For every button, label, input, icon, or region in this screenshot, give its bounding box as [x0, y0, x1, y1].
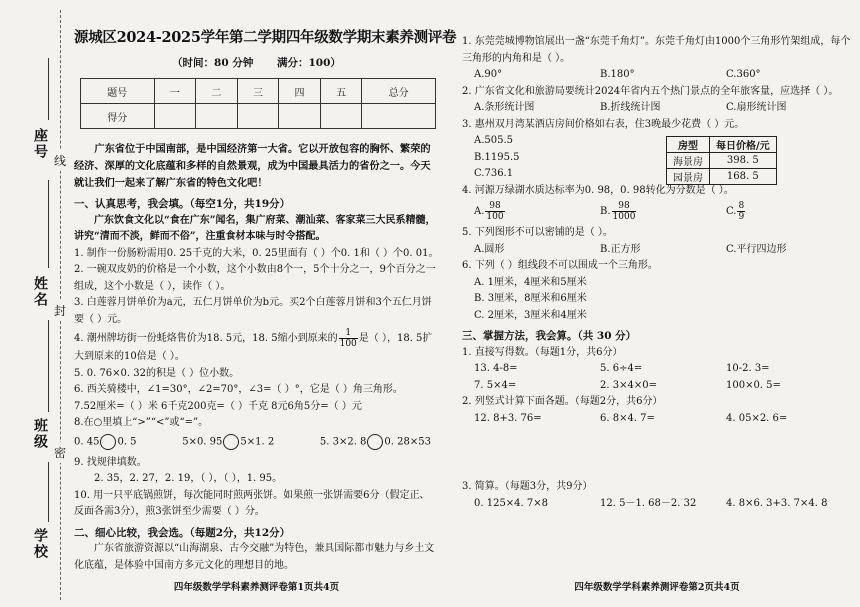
- vertical-calc-item: 12. 8+3. 76=: [474, 412, 542, 424]
- choice-5-options: [462, 242, 852, 259]
- option[interactable]: A.90°: [474, 69, 503, 80]
- score-cell[interactable]: [362, 104, 436, 129]
- compare-left: 5×0. 95: [182, 436, 223, 447]
- calc2-row: [462, 411, 852, 428]
- simplify-calc-item: 12. 5－1. 68－2. 32: [600, 497, 697, 509]
- option[interactable]: [726, 199, 852, 225]
- section1-title: 一、认真思考，我会填。（每空1分，共19分）: [74, 198, 291, 210]
- choice-4-options: [462, 199, 852, 225]
- option[interactable]: A. 1厘米，4厘米和5厘米: [474, 276, 587, 288]
- question-9-sequence: 2. 35，2. 27，2. 19，（ ），（ ），1. 95。: [94, 473, 283, 484]
- score-table-header: [81, 79, 436, 104]
- question-4-text-b: 是（ ），18. 5扩大到原来的10倍是（ ）。: [74, 333, 433, 362]
- price-cell: 园景房: [667, 169, 710, 185]
- price-cell: 168. 5: [710, 169, 777, 185]
- compare-left: 5. 3×2. 8: [319, 436, 367, 447]
- simplify-calc-item: 0. 125×4. 7×8: [474, 497, 549, 509]
- option[interactable]: [474, 199, 600, 225]
- section1-intro: 广东饮食文化以“食在广东”闻名，集广府菜、潮汕菜、客家菜三大民系精髓，讲究“清而不淡，鲜而不俗”，注重食材本味与时令搭配。: [74, 214, 436, 242]
- fraction-numerator: 1: [339, 328, 358, 339]
- option[interactable]: A.圆形: [474, 243, 505, 255]
- question-3: 3. 白莲蓉月饼单价为a元，五仁月饼单价为b元。买2个白莲蓉月饼和3个五仁月饼要（ ）元。: [74, 297, 432, 325]
- simplify-calc-item: 4. 8×6. 3+3. 7×4. 8: [726, 497, 828, 509]
- choice-2-options: [462, 100, 852, 117]
- oral-calc-item: 10-2. 3=: [726, 363, 770, 374]
- price-header-cell: 每日价格/元: [710, 137, 777, 153]
- option[interactable]: C.736.1: [474, 168, 514, 179]
- option-label: A.: [474, 206, 485, 217]
- choice-question-3: 3. 惠州双月湾某酒店房间价格如右表，住3晚最少花费（ ）元。: [462, 118, 745, 130]
- school-label: 学校: [32, 528, 48, 560]
- option[interactable]: B.180°: [600, 69, 635, 80]
- choice-question-2: 2. 广东省文化和旅游局要统计2024年省内五个热门景点的全年旅客量，应选择（ ）。: [462, 85, 839, 97]
- choice-1-options: [462, 67, 852, 84]
- question-2: 2. 一碗双皮奶的价格是一个小数，这个小数由8个一，5个十分之一，9个百分之一组成，这个小数是（ ），读作（ ）。: [74, 264, 436, 292]
- option[interactable]: A.505.5: [474, 135, 514, 146]
- section3-title: 三、掌握方法，我会算。（共 30 分）: [462, 330, 637, 342]
- oral-calc-item: 100×0. 5=: [726, 379, 781, 391]
- option[interactable]: C.360°: [726, 69, 761, 80]
- score-header-cell: 二: [196, 79, 238, 104]
- calc3-title: 3. 简算。（每题3分，共9分）: [462, 481, 593, 492]
- option[interactable]: C.扇形统计图: [726, 102, 787, 113]
- option[interactable]: [600, 199, 726, 225]
- price-table-row: [667, 153, 777, 169]
- option[interactable]: A.条形统计图: [474, 102, 535, 113]
- score-header-cell: 总分: [362, 79, 436, 104]
- fraction-denominator: 9: [738, 212, 745, 222]
- score-table-row: [81, 104, 436, 129]
- fraction-numerator: 8: [738, 201, 745, 211]
- exam-title: 源城区2024-2025学年第二学期四年级数学期末素养测评卷: [74, 29, 457, 46]
- question-7: 7.52厘米=（ ）米 6千克200克=（ ）千克 8元6角5分=（ ）元: [74, 400, 362, 412]
- name-line: [48, 180, 49, 268]
- choice-question-1: 1. 东莞莞城博物馆展出一盏“东莞千角灯”。东莞千角灯由1000个三角形竹架组成，每个三角形的内角和是（ ）。: [462, 36, 851, 64]
- compare-circle[interactable]: [367, 434, 383, 450]
- calc3-row: [462, 496, 852, 513]
- score-cell[interactable]: [279, 104, 321, 129]
- score-row-label: 得分: [81, 104, 155, 129]
- time-label: （时间：80 分钟: [172, 57, 254, 69]
- question-8-items: [74, 434, 439, 451]
- question-6: 6. 西关骑楼中，∠1=30°，∠2=70°，∠3=（ ）°，它是（ ）角三角形。: [74, 384, 403, 395]
- question-5: 5. 0. 76×0. 32的积是（ ）位小数。: [74, 367, 240, 379]
- name-label: 姓名: [32, 276, 48, 308]
- fraction: [737, 201, 745, 222]
- fraction-denominator: 100: [339, 339, 357, 349]
- page-footer-left: 四年级数学学科素养测评卷第1页共4页: [173, 582, 340, 593]
- score-cell[interactable]: [196, 104, 238, 129]
- question-1: 1. 制作一份肠粉需用0. 25千克的大米，0. 25里面有（ ）个0. 1和（ ）个0. 01。: [74, 247, 439, 259]
- choice-question-6: 6. 下列（ ）组线段不可以围成一个三角形。: [462, 260, 658, 271]
- oral-calc-item: 5. 6÷4=: [600, 363, 643, 374]
- seal-char-xian: 线: [54, 150, 66, 171]
- calc2-title: 2. 列竖式计算下面各题。（每题2分，共6分）: [462, 396, 663, 407]
- seal-char-mi: 密: [54, 442, 66, 463]
- price-cell: 398. 5: [710, 153, 777, 169]
- option[interactable]: C. 2厘米，3厘米和4厘米: [474, 309, 587, 321]
- fraction-denominator: 100: [486, 212, 504, 222]
- compare-circle[interactable]: [223, 434, 239, 450]
- oral-calc-item: 7. 5×4=: [474, 379, 517, 391]
- page-footer-right: 四年级数学学科素养测评卷第2页共4页: [574, 582, 740, 593]
- oral-calc-item: 2. 3×4×0=: [600, 379, 657, 391]
- option[interactable]: B.正方形: [600, 243, 641, 255]
- fraction: [485, 201, 504, 222]
- score-header-cell: 五: [320, 79, 362, 104]
- choice-question-4: 4. 河源万绿湖水质达标率为0. 98，0. 98转化为分数是（ ）。: [462, 184, 734, 196]
- compare-right: 5×1. 2: [240, 436, 275, 447]
- option-label: B.: [600, 206, 611, 217]
- seat-label: 座号: [32, 128, 48, 160]
- price-table: [666, 136, 777, 185]
- section2-intro: 广东省旅游资源以“山海湖泉、古今交融”为特色，兼具国际都市魅力与乡土文化底蕴，是体验中国南方多元文化的理想目的地。: [74, 543, 435, 571]
- score-table: [80, 78, 436, 129]
- question-8-title: 8.在○里填上“>”“<”或“=”。: [74, 417, 209, 428]
- compare-item: [320, 434, 431, 451]
- score-cell[interactable]: [154, 104, 196, 129]
- vertical-calc-item: 4. 05×2. 6=: [726, 412, 788, 424]
- option[interactable]: B. 3厘米，8厘米和6厘米: [474, 293, 587, 304]
- price-table-header: [667, 137, 777, 153]
- option[interactable]: B.折线统计图: [600, 102, 661, 113]
- right-page: [462, 0, 852, 607]
- fraction-denominator: 1000: [612, 212, 636, 222]
- fraction: [612, 201, 637, 222]
- price-cell: 海景房: [667, 153, 710, 169]
- compare-item: [182, 434, 274, 451]
- calc1-row-1: [462, 361, 852, 378]
- calc1-title: 1. 直接写得数。（每题1分，共6分）: [462, 346, 623, 358]
- vertical-calc-item: 6. 8×4. 7=: [600, 412, 655, 424]
- question-4: [74, 328, 439, 366]
- price-header-cell: 房型: [667, 137, 710, 153]
- fraction-numerator: 98: [485, 201, 504, 212]
- calc1-row-2: [462, 378, 852, 395]
- seat-line: [48, 58, 49, 120]
- exam-subtitle: [74, 55, 439, 70]
- fraction-numerator: 98: [612, 201, 637, 212]
- question-4-text-a: 4. 潮州牌坊街一份蚝烙售价为18. 5元，18. 5缩小到原来的: [74, 333, 338, 344]
- oral-calc-item: 13. 4-8=: [474, 363, 518, 374]
- full-score-label: 满分：100）: [277, 57, 341, 69]
- option-label: C.: [726, 206, 737, 217]
- compare-left: 0. 45: [74, 436, 100, 447]
- class-line: [48, 320, 49, 412]
- school-line: [48, 462, 49, 522]
- choice-question-5: 5. 下列图形不可以密铺的是（ ）。: [462, 227, 613, 238]
- seal-char-feng: 封: [54, 300, 66, 321]
- fraction: [339, 328, 358, 349]
- question-9-title: 9. 找规律填数。: [74, 456, 147, 468]
- compare-right: 0. 28×53: [384, 436, 431, 447]
- answer-space[interactable]: [462, 427, 852, 479]
- score-header-cell: 题号: [81, 79, 155, 104]
- option[interactable]: C.平行四边形: [726, 243, 787, 255]
- choice-3-options: [462, 133, 852, 183]
- choice-6-options: [462, 275, 852, 325]
- score-cell[interactable]: [237, 104, 279, 129]
- option[interactable]: B.1195.5: [474, 151, 520, 163]
- question-10: 10. 用一只平底锅煎饼，每次能同时煎两张饼。如果煎一张饼需要6分（假定正、反面各需3分），煎3张饼至少需要（ ）分。: [74, 489, 430, 517]
- class-label: 班级: [32, 418, 48, 450]
- section2-title: 二、细心比较，我会选。（每题2分，共12分）: [74, 526, 291, 539]
- binding-margin: [0, 0, 72, 607]
- compare-circle[interactable]: [100, 434, 116, 450]
- price-table-row: [667, 169, 777, 185]
- left-page: [74, 0, 457, 607]
- score-header-cell: 四: [279, 79, 321, 104]
- score-header-cell: 一: [154, 79, 196, 104]
- intro-paragraph: 广东省位于中国南部，是中国经济第一大省。它以开放包容的胸怀、繁荣的经济、深厚的文化底蕴和多样的自然景观，成为中国最具活力的省份之一。今天就让我们一起来了解广东省的特色文化吧！: [74, 143, 431, 189]
- score-cell[interactable]: [320, 104, 362, 129]
- compare-right: 0. 5: [117, 436, 137, 447]
- score-header-cell: 三: [237, 79, 279, 104]
- compare-item: [74, 434, 137, 451]
